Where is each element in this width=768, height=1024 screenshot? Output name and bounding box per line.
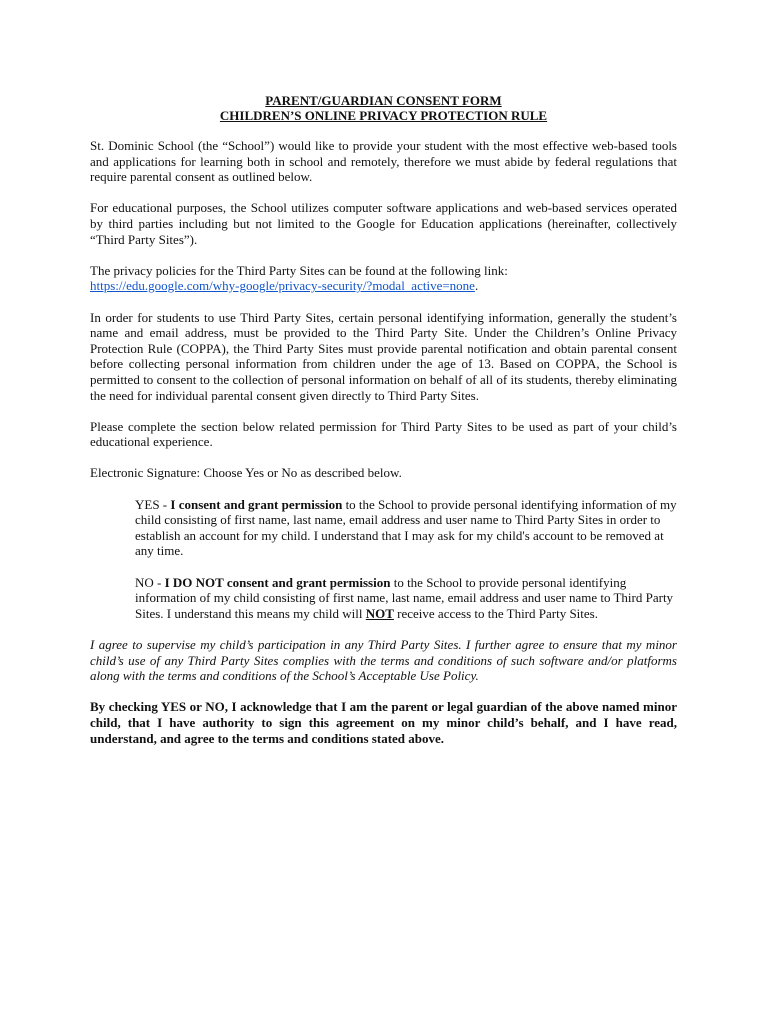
no-prefix: NO -: [135, 574, 165, 590]
acknowledgement-paragraph: By checking YES or NO, I acknowledge that I am the parent or legal guardian of the above named minor child, that I have authority to sign this agreement on my minor child’s behalf, and I have read, understand, and agree to the terms and conditions stated above.: [90, 699, 677, 746]
no-consent-bold: I DO NOT consent and grant permission: [164, 574, 391, 590]
yes-consent-text: to the School to provide personal identifying information of my child consisting of first name, last name, email address and user name to Third Party Sites in order to establish an account for my child. I understand that I may ask for my child's account to be removed at any time.: [135, 496, 677, 559]
yes-option[interactable]: [135, 497, 677, 559]
form-subtitle: CHILDREN’S ONLINE PRIVACY PROTECTION RULE: [219, 107, 548, 123]
purpose-paragraph: For educational purposes, the School utilizes computer software applications and web-based services operated by third parties including but not limited to the Google for Education applications (hereinafter, collectively “Third Party Sites”).: [90, 200, 677, 247]
yes-prefix: YES -: [135, 496, 171, 512]
intro-paragraph: St. Dominic School (the “School”) would like to provide your student with the most effective web-based tools and applications for learning both in school and remotely, therefore we must abide by federal regulations that require parental consent as outlined below.: [90, 138, 677, 185]
privacy-policy-link[interactable]: https://edu.google.com/why-google/privacy-security/?modal_active=none: [90, 278, 475, 294]
privacy-text: The privacy policies for the Third Party Sites can be found at the following link:: [90, 262, 508, 278]
complete-paragraph: Please complete the section below related permission for Third Party Sites to be used as part of your child’s educational experience.: [90, 418, 677, 450]
signature-instruction: Electronic Signature: Choose Yes or No as described below.: [90, 465, 402, 481]
agreement-paragraph: I agree to supervise my child’s participation in any Third Party Sites. I further agree to ensure that my minor child’s use of any Third Party Sites complies with the terms and conditions of such software and/or platforms along with the terms and conditions of the School’s Acceptable Use Policy.: [90, 637, 677, 684]
coppa-paragraph: In order for students to use Third Party Sites, certain personal identifying information, generally the student’s name and email address, must be provided to the Third Party Site. Under the Children’s Online Privacy Protection Rule (COPPA), the Third Party Sites must provide parental notification and obtain parental consent before collecting personal information from children under the age of 13. Based on COPPA, the School is permitted to consent to the collection of personal information on behalf of all of its students, thereby eliminating the need for individual parental consent given directly to Third Party Sites.: [90, 309, 677, 403]
yes-consent-bold: I consent and grant permission: [170, 496, 343, 512]
no-consent-text: to the School to provide personal identifying information of my child consisting of first name, last name, email address and user name to Third Party Sites. I understand this means my child will: [135, 574, 674, 621]
no-consent-text-end: receive access to the Third Party Sites.: [393, 605, 598, 621]
document-body: [90, 94, 677, 762]
privacy-link-suffix: .: [474, 278, 479, 294]
form-title: PARENT/GUARDIAN CONSENT FORM: [265, 93, 502, 108]
privacy-paragraph: [90, 263, 677, 294]
no-not-emphasis: NOT: [365, 605, 394, 621]
no-option[interactable]: [135, 575, 677, 622]
